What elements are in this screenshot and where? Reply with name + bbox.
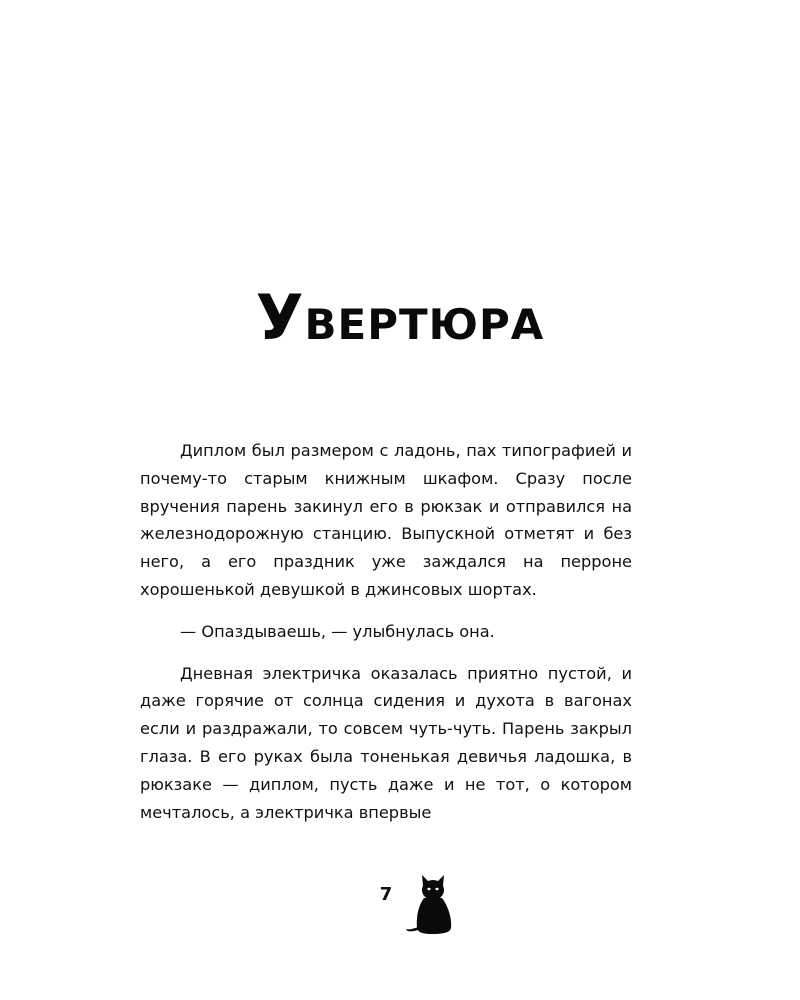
page-number: 7 [379, 884, 393, 905]
black-cat-icon [404, 872, 458, 936]
paragraph: Дневная электричка оказалась приятно пустой, и даже горячие от солнца сидения и духота в вагонах если и раздражали, то совсем чуть-чуть. Парень закрыл глаза. В его руках была тоненькая девичья ладошка, в рюкзаке — диплом, пусть даже и не тот, о котором мечталось, а электричка впервые [140, 663, 632, 822]
chapter-title-rest: ВЕРТЮРА [304, 300, 545, 349]
chapter-title-initial: У [255, 281, 305, 354]
chapter-title [0, 281, 800, 355]
paragraph: — Опаздываешь, — улыбнулась она. [180, 621, 495, 641]
chapter-body [140, 437, 632, 826]
paragraph: Диплом был размером с ладонь, пах типографией и почему-то старым книжным шкафом. Сразу после вручения парень закинул его в рюкзак и отправился на железнодорожную станцию. Выпускной отметят и без него, а его праздник уже заждался на перроне хорошенькой девушкой в джинсовых шортах. [140, 441, 632, 599]
